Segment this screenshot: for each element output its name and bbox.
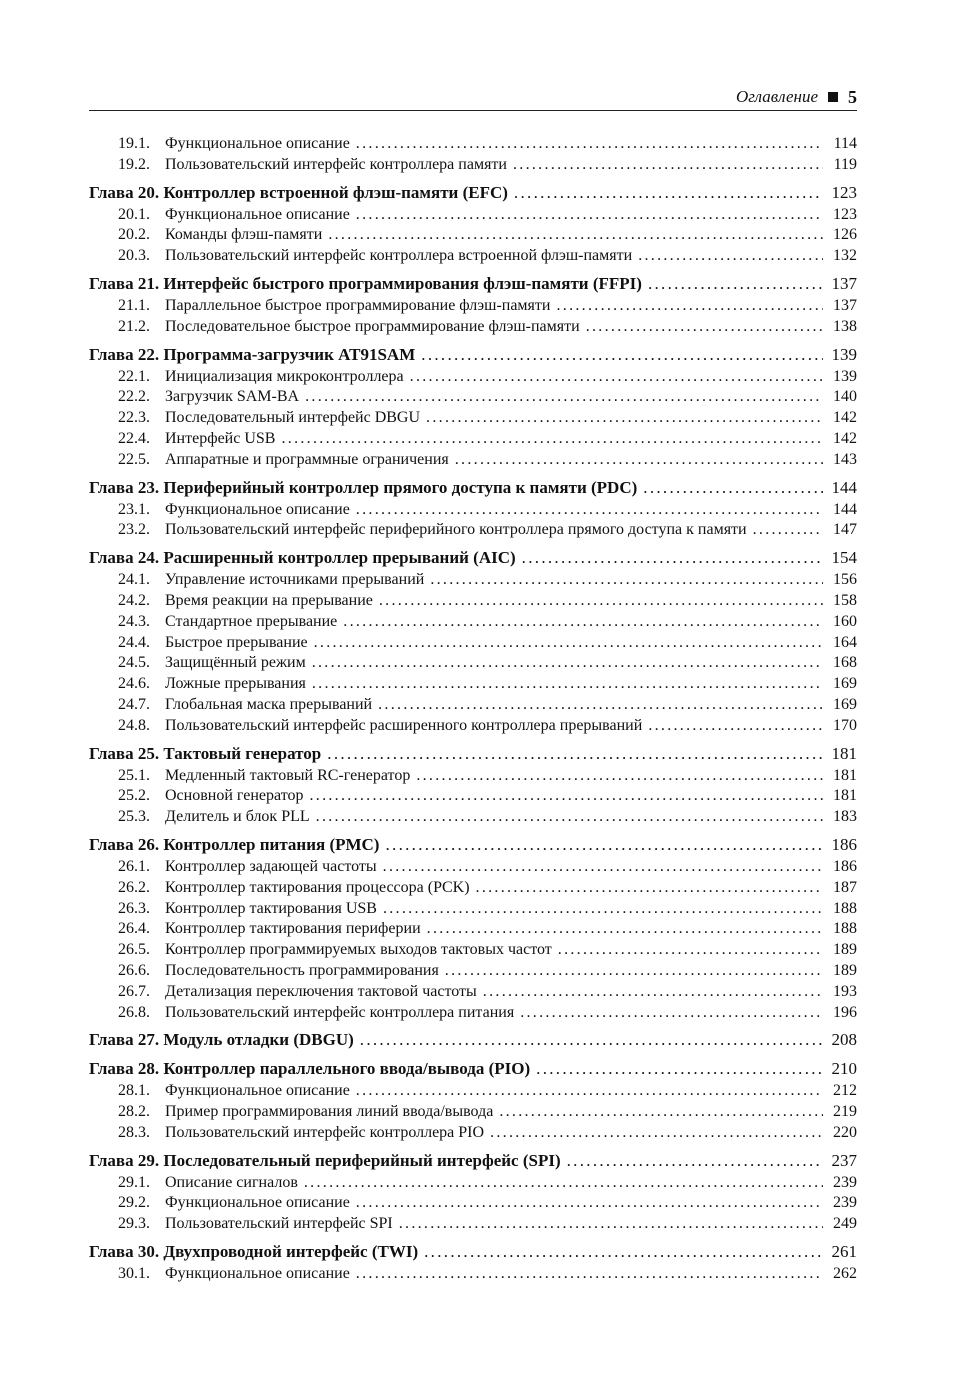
dot-leader [455,450,823,471]
chapter-page-number: 261 [831,1242,857,1262]
section-number: 26.8. [118,1003,150,1021]
toc-section-entry[interactable] [89,387,857,408]
section-page-number: 212 [833,1082,857,1100]
section-page-number: 170 [833,716,857,734]
section-page-number: 183 [833,808,857,826]
dot-leader [513,155,823,176]
chapter-page-number: 139 [831,344,857,364]
section-number: 26.5. [118,941,150,959]
dot-leader [356,134,823,155]
toc-section-entry[interactable] [89,1264,857,1285]
section-title: Функциональное описание [165,135,350,152]
dot-leader [343,612,823,633]
dot-leader [520,1003,823,1024]
section-number: 26.7. [118,982,150,1000]
dot-leader [586,317,823,338]
chapter-title: Глава 22. Программа-загрузчик AT91SAM [89,344,416,364]
dot-leader [567,1149,823,1173]
toc-chapter-group [89,1149,857,1235]
dot-leader [356,1081,823,1102]
dot-leader [312,674,823,695]
dot-leader [356,205,823,226]
section-page-number: 114 [833,135,857,152]
toc-section-entry[interactable] [89,1123,857,1144]
toc-section-entry[interactable] [89,296,857,317]
chapter-page-number: 237 [831,1150,857,1170]
section-page-number: 156 [833,571,857,589]
toc-chapter-entry[interactable] [89,272,857,296]
toc-section-entry[interactable] [89,857,857,878]
section-title: Пример программирования линий ввода/вывода [165,1103,494,1121]
dot-leader [356,1193,823,1214]
chapter-page-number: 137 [831,273,857,293]
toc-chapter-entry[interactable] [89,1028,857,1052]
dot-leader [316,807,823,828]
toc-section-entry[interactable] [89,807,857,828]
section-title: Контроллер программируемых выходов тактовых частот [165,941,552,959]
toc-chapter-group [89,1057,857,1143]
section-number: 22.4. [118,429,150,447]
section-number: 28.2. [118,1103,150,1121]
toc-section-entry[interactable] [89,961,857,982]
toc-section-entry[interactable] [89,878,857,899]
chapter-title: Глава 21. Интерфейс быстрого программирования флэш-памяти (FFPI) [89,273,642,293]
section-title: Функциональное описание [165,205,350,223]
dot-leader [427,919,823,940]
toc-chapter-entry[interactable] [89,476,857,500]
section-page-number: 181 [833,766,857,784]
section-page-number: 187 [833,878,857,896]
section-number: 21.2. [118,317,150,335]
section-title: Инициализация микроконтроллера [165,367,404,385]
toc-section-entry[interactable] [89,317,857,338]
toc-chapter-group [89,343,857,471]
section-number: 19.1. [118,135,150,152]
section-page-number: 189 [833,961,857,979]
section-title: Пользовательский интерфейс контроллера встроенной флэш-памяти [165,247,633,265]
toc-section-entry[interactable] [89,205,857,226]
section-number: 22.1. [118,367,150,385]
toc-section-entry[interactable] [89,1102,857,1123]
header-right [736,86,857,108]
toc-chapter-entry[interactable] [89,546,857,570]
toc-section-entry[interactable] [89,500,857,521]
section-number: 26.4. [118,920,150,938]
section-number: 22.3. [118,409,150,427]
section-page-number: 219 [833,1103,857,1121]
toc-chapter-group [89,1240,857,1285]
chapter-page-number: 154 [831,548,857,568]
section-number: 24.7. [118,695,150,713]
toc-chapter-group [89,1028,857,1052]
section-number: 26.3. [118,899,150,917]
section-number: 29.3. [118,1215,150,1233]
toc-chapter-entry[interactable] [89,1240,857,1264]
section-title: Команды флэш-памяти [165,226,323,244]
section-page-number: 262 [833,1265,857,1283]
dot-leader [416,766,823,787]
chapter-page-number: 123 [831,182,857,202]
section-page-number: 123 [833,205,857,223]
chapter-title: Глава 30. Двухпроводной интерфейс (TWI) [89,1242,419,1262]
dot-leader [648,716,823,737]
chapter-page-number: 210 [831,1059,857,1079]
section-page-number: 126 [833,226,857,244]
toc-section-entry[interactable] [89,653,857,674]
toc-section-entry[interactable] [89,134,857,155]
section-title: Пользовательский интерфейс периферийного контроллера прямого доступа к памяти [165,521,747,539]
section-number: 30.1. [118,1265,150,1283]
section-number: 22.2. [118,388,150,406]
toc-section-entry[interactable] [89,1214,857,1235]
section-page-number: 239 [833,1194,857,1212]
section-number: 25.1. [118,766,150,784]
section-title: Глобальная маска прерываний [165,695,373,713]
section-page-number: 138 [833,317,857,335]
toc-section-entry[interactable] [89,429,857,450]
section-title: Функциональное описание [165,500,350,518]
section-page-number: 188 [833,920,857,938]
section-title: Основной генератор [165,787,304,805]
section-number: 29.1. [118,1173,150,1191]
section-title: Контроллер задающей частоты [165,857,377,875]
dot-leader [385,833,823,857]
dot-leader [514,181,823,205]
chapter-title: Глава 26. Контроллер питания (PMC) [89,834,380,854]
section-title: Функциональное описание [165,1265,350,1283]
dot-leader [753,520,823,541]
toc-chapter-entry[interactable] [89,833,857,857]
section-title: Интерфейс USB [165,429,276,447]
table-of-contents [89,134,857,1290]
dot-leader [483,982,823,1003]
toc-section-entry[interactable] [89,612,857,633]
toc-section-entry[interactable] [89,450,857,471]
section-title: Загрузчик SAM-BA [165,388,300,406]
toc-chapter-group [89,272,857,338]
chapter-page-number: 186 [831,834,857,854]
dot-leader [309,786,823,807]
toc-section-entry[interactable] [89,1193,857,1214]
section-number: 24.3. [118,612,150,630]
section-number: 24.1. [118,571,150,589]
dot-leader [476,878,823,899]
section-number: 24.4. [118,633,150,651]
dot-leader [314,633,823,654]
section-number: 24.5. [118,654,150,672]
section-number: 26.2. [118,878,150,896]
section-number: 28.1. [118,1082,150,1100]
section-title: Функциональное описание [165,1194,350,1212]
section-number: 20.3. [118,247,150,265]
toc-chapter-entry[interactable] [89,742,857,766]
dot-leader [360,1028,823,1052]
section-page-number: 143 [833,450,857,468]
section-title: Пользовательский интерфейс расширенного контроллера прерываний [165,716,643,734]
toc-section-entry[interactable] [89,591,857,612]
section-number: 29.2. [118,1194,150,1212]
toc-section-entry[interactable] [89,520,857,541]
section-page-number: 188 [833,899,857,917]
toc-section-entry[interactable] [89,246,857,267]
dot-leader [430,570,823,591]
chapter-title: Глава 24. Расширенный контроллер прерываний (AIC) [89,548,516,568]
dot-leader [536,1057,823,1081]
running-section-title: Оглавление [735,87,818,106]
section-title: Последовательное быстрое программирование флэш-памяти [165,317,580,335]
dot-leader [556,296,823,317]
section-page-number: 144 [833,500,857,518]
section-title: Пользовательский интерфейс контроллера PIO [165,1123,485,1141]
section-title: Время реакции на прерывание [165,591,373,609]
dot-leader [327,742,823,766]
toc-section-entry[interactable] [89,1003,857,1024]
dot-leader [648,272,823,296]
section-number: 22.5. [118,450,150,468]
section-title: Стандартное прерывание [165,612,338,630]
section-page-number: 164 [833,633,857,651]
section-title: Пользовательский интерфейс контроллера памяти [165,155,507,173]
section-number: 24.6. [118,675,150,693]
section-page-number: 132 [833,247,857,265]
toc-section-entry[interactable] [89,695,857,716]
dot-leader [490,1123,823,1144]
section-page-number: 169 [833,695,857,713]
toc-section-entry[interactable] [89,633,857,654]
toc-section-entry[interactable] [89,766,857,787]
toc-section-entry[interactable] [89,982,857,1003]
dot-leader [445,961,823,982]
section-page-number: 137 [833,296,857,314]
toc-chapter-group [89,476,857,542]
section-page-number: 189 [833,941,857,959]
section-number: 20.1. [118,205,150,223]
toc-section-entry[interactable] [89,919,857,940]
section-page-number: 239 [833,1173,857,1191]
section-number: 20.2. [118,226,150,244]
section-title: Контроллер тактирования процессора (PCK) [165,878,470,896]
section-title: Делитель и блок PLL [165,808,310,826]
toc-section-entry[interactable] [89,786,857,807]
dot-leader [558,940,823,961]
section-page-number: 193 [833,982,857,1000]
section-number: 28.3. [118,1123,150,1141]
dot-leader [399,1214,823,1235]
section-page-number: 142 [833,409,857,427]
toc-section-entry[interactable] [89,570,857,591]
toc-section-entry[interactable] [89,940,857,961]
toc-section-entry[interactable] [89,155,857,176]
toc-section-entry[interactable] [89,1173,857,1194]
section-number: 24.2. [118,591,150,609]
dot-leader [356,500,823,521]
toc-chapter-entry[interactable] [89,181,857,205]
dot-leader [379,591,823,612]
dot-leader [305,387,823,408]
section-page-number: 142 [833,429,857,447]
section-page-number: 119 [833,155,857,173]
section-number: 23.2. [118,521,150,539]
toc-section-entry[interactable] [89,408,857,429]
section-number: 25.2. [118,787,150,805]
dot-leader [522,546,823,570]
dot-leader [328,225,823,246]
chapter-page-number: 208 [831,1030,857,1050]
toc-chapter-entry[interactable] [89,1057,857,1081]
toc-chapter-group [89,742,857,828]
dot-leader [426,408,823,429]
chapter-title: Глава 29. Последовательный периферийный интерфейс (SPI) [89,1150,561,1170]
toc-chapter-group [89,833,857,1023]
toc-section-entry[interactable] [89,899,857,920]
section-title: Управление источниками прерываний [165,571,425,589]
dot-leader [312,653,823,674]
section-page-number: 181 [833,787,857,805]
section-title: Контроллер тактирования USB [165,899,377,917]
page-number: 5 [848,87,857,107]
toc-section-entry[interactable] [89,1081,857,1102]
section-title: Пользовательский интерфейс SPI [165,1215,393,1233]
dot-leader [281,429,823,450]
section-title: Описание сигналов [165,1173,298,1191]
section-title: Функциональное описание [165,1082,350,1100]
toc-chapter-entry[interactable] [89,1149,857,1173]
section-number: 21.1. [118,296,150,314]
dot-leader [421,343,823,367]
chapter-page-number: 181 [831,743,857,763]
section-number: 23.1. [118,500,150,518]
section-page-number: 196 [833,1003,857,1021]
section-number: 26.6. [118,961,150,979]
chapter-title: Глава 28. Контроллер параллельного ввода/вывода (PIO) [89,1059,531,1079]
dot-leader [304,1173,823,1194]
section-page-number: 147 [833,521,857,539]
square-bullet-icon [828,92,838,102]
dot-leader [383,857,823,878]
toc-section-entry[interactable] [89,225,857,246]
section-title: Медленный тактовый RC-генератор [165,766,411,784]
section-page-number: 158 [833,591,857,609]
section-page-number: 169 [833,675,857,693]
dot-leader [356,1264,823,1285]
dot-leader [499,1102,823,1123]
toc-section-entry[interactable] [89,367,857,388]
section-number: 19.2. [118,155,150,173]
section-page-number: 220 [833,1123,857,1141]
section-page-number: 186 [833,857,857,875]
chapter-page-number: 144 [831,477,857,497]
toc-section-entry[interactable] [89,674,857,695]
toc-chapter-entry[interactable] [89,343,857,367]
section-number: 25.3. [118,808,150,826]
section-title: Параллельное быстрое программирование флэш-памяти [165,296,551,314]
section-title: Последовательный интерфейс DBGU [165,409,421,427]
chapter-title: Глава 27. Модуль отладки (DBGU) [89,1030,354,1050]
section-title: Быстрое прерывание [165,633,308,651]
section-page-number: 139 [833,367,857,385]
toc-section-entry[interactable] [89,716,857,737]
section-title: Защищённый режим [165,654,306,672]
running-header [89,86,857,111]
dot-leader [638,246,823,267]
section-title: Детализация переключения тактовой частоты [165,982,477,1000]
dot-leader [378,695,823,716]
toc-chapter-group [89,546,857,736]
section-number: 24.8. [118,716,150,734]
section-title: Ложные прерывания [165,675,306,693]
chapter-title: Глава 20. Контроллер встроенной флэш-памяти (EFC) [89,182,508,202]
chapter-title: Глава 23. Периферийный контроллер прямого доступа к памяти (PDC) [89,477,638,497]
dot-leader [383,899,823,920]
chapter-title: Глава 25. Тактовый генератор [89,743,322,763]
dot-leader [424,1240,823,1264]
dot-leader [643,476,823,500]
section-number: 26.1. [118,857,150,875]
section-page-number: 168 [833,654,857,672]
section-page-number: 140 [833,388,857,406]
toc-chapter-group [89,181,857,267]
section-title: Аппаратные и программные ограничения [165,450,449,468]
section-title: Последовательность программирования [165,961,439,979]
section-title: Пользовательский интерфейс контроллера питания [165,1003,515,1021]
toc-chapter-group [89,134,857,176]
section-page-number: 249 [833,1215,857,1233]
dot-leader [410,367,823,388]
section-page-number: 160 [833,612,857,630]
section-title: Контроллер тактирования периферии [165,920,421,938]
